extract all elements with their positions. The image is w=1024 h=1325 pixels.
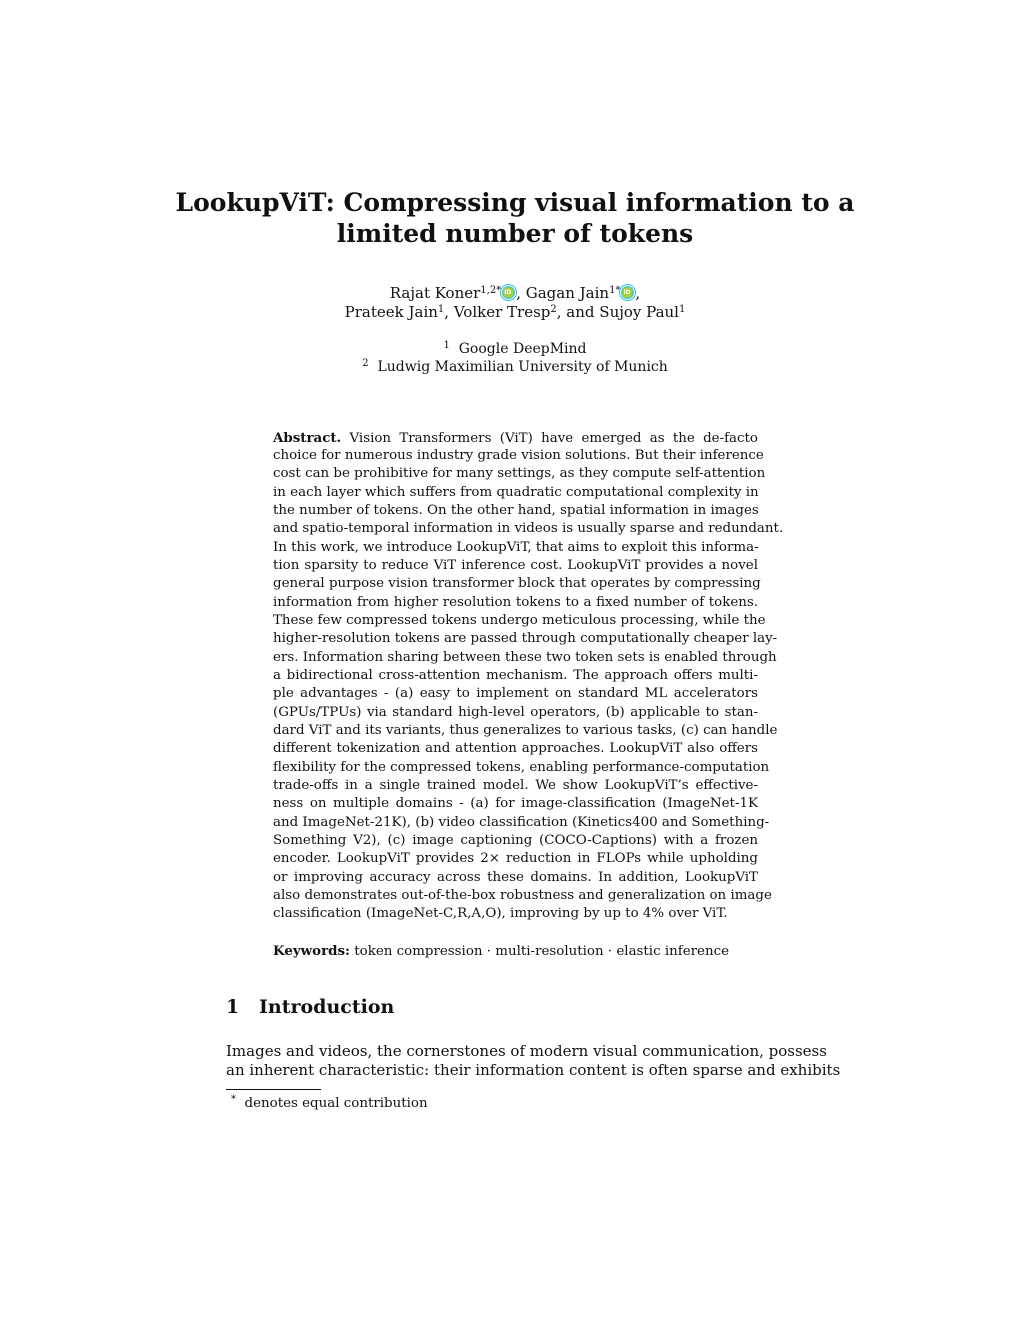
abstract-line: classification (ImageNet-C,R,A,O), improving by up to 4% over ViT. <box>273 906 728 921</box>
affiliation-name: Google DeepMind <box>458 341 587 357</box>
abstract-line: and ImageNet-21K), (b) video classification (Kinetics400 and Something- <box>273 815 770 830</box>
abstract-line: tion sparsity to reduce ViT inference cost. LookupViT provides a novel <box>273 558 758 573</box>
abstract-label: Abstract. <box>273 430 342 446</box>
author-separator: , <box>635 284 641 302</box>
affiliation-2 <box>120 358 910 377</box>
abstract-first-line: Vision Transformers (ViT) have emerged as the de-facto <box>349 431 758 446</box>
body-text-line: an inherent characteristic: their information content is often sparse and exhibits <box>226 1061 841 1079</box>
affiliation-number: 1 <box>443 340 450 351</box>
footnote-text: denotes equal contribution <box>244 1096 428 1111</box>
abstract-line: information from higher resolution tokens to a fixed number of tokens. <box>273 595 758 610</box>
section-number: 1 <box>226 996 240 1018</box>
affiliation-1 <box>120 340 910 359</box>
author-name: Volker Tresp <box>453 303 551 321</box>
keywords-text: token compression · multi-resolution · elastic inference <box>354 944 730 959</box>
abstract-line: In this work, we introduce LookupViT, that aims to exploit this informa- <box>273 540 759 555</box>
abstract-line: ness on multiple domains - (a) for image-classification (ImageNet-1K <box>273 796 758 811</box>
abstract-line: also demonstrates out-of-the-box robustness and generalization on image <box>273 888 772 903</box>
equal-contribution-mark: * <box>496 285 502 296</box>
footnote-mark: * <box>231 1094 236 1105</box>
author-affil-sup: 1,2 <box>480 285 497 296</box>
abstract-line: cost can be prohibitive for many settings, as they compute self-attention <box>273 466 766 481</box>
author-name: Gagan Jain <box>525 284 610 302</box>
author-conjunction: and <box>566 303 595 321</box>
abstract-line: flexibility for the compressed tokens, enabling performance-computation <box>273 760 770 775</box>
keywords <box>273 942 758 960</box>
abstract-line: choice for numerous industry grade vision solutions. But their inference <box>273 448 764 463</box>
author-affil-sup: 1 <box>437 304 445 315</box>
author-line-1 <box>120 284 910 303</box>
abstract-line <box>273 429 758 447</box>
abstract-line: These few compressed tokens undergo meticulous processing, while the <box>273 613 766 628</box>
author-name: Rajat Koner <box>389 284 481 302</box>
equal-contribution-mark: * <box>615 285 621 296</box>
author-affil-sup: 1 <box>609 285 616 296</box>
affiliation-name: Ludwig Maximilian University of Munich <box>377 359 668 375</box>
paper-title-line-2: limited number of tokens <box>336 219 694 248</box>
orcid-icon[interactable] <box>621 286 634 299</box>
abstract-line: trade-offs in a single trained model. We show LookupViT’s effective- <box>273 778 758 793</box>
abstract-line: encoder. LookupViT provides 2× reduction in FLOPs while upholding <box>273 851 758 866</box>
section-heading <box>226 995 394 1019</box>
author-separator: , <box>516 284 526 302</box>
abstract-line: higher-resolution tokens are passed through computationally cheaper lay- <box>273 631 778 646</box>
keywords-label: Keywords: <box>273 943 351 959</box>
paper-title-line-1: LookupViT: Compressing visual information to a <box>175 188 855 217</box>
author-name: Sujoy Paul <box>599 303 679 321</box>
author-affil-sup: 1 <box>678 304 686 315</box>
footnote-rule <box>226 1089 321 1090</box>
orcid-icon[interactable] <box>502 286 515 299</box>
abstract-line: or improving accuracy across these domains. In addition, LookupViT <box>273 870 758 885</box>
abstract-line: a bidirectional cross-attention mechanism. The approach offers multi- <box>273 668 758 683</box>
abstract-line: (GPUs/TPUs) via standard high-level operators, (b) applicable to stan- <box>273 705 758 720</box>
author-name: Prateek Jain <box>344 303 438 321</box>
section-title: Introduction <box>259 996 395 1018</box>
footnote <box>231 1095 428 1113</box>
abstract-line: dard ViT and its variants, thus generalizes to various tasks, (c) can handle <box>273 723 778 738</box>
abstract-line: different tokenization and attention approaches. LookupViT also offers <box>273 741 758 756</box>
abstract-line: ers. Information sharing between these two token sets is enabled through <box>273 650 777 665</box>
abstract-line: Something V2), (c) image captioning (COCO-Captions) with a frozen <box>273 833 758 848</box>
body-text-line: Images and videos, the cornerstones of modern visual communication, possess <box>226 1042 827 1060</box>
abstract-line: ple advantages - (a) easy to implement on standard ML accelerators <box>273 686 758 701</box>
abstract-line: general purpose vision transformer block that operates by compressing <box>273 576 761 591</box>
author-line-2: Prateek Jain$^1$, Volker Tresp$^2$, and Sujoy Paul$^1$ <box>344 303 686 321</box>
affiliation-number: 2 <box>362 358 369 369</box>
abstract-line: the number of tokens. On the other hand, spatial information in images <box>273 503 759 518</box>
author-affil-sup: 2 <box>550 304 557 315</box>
abstract-line: in each layer which suffers from quadratic computational complexity in <box>273 485 759 500</box>
abstract-line: and spatio-temporal information in videos is usually sparse and redundant. <box>273 521 784 536</box>
